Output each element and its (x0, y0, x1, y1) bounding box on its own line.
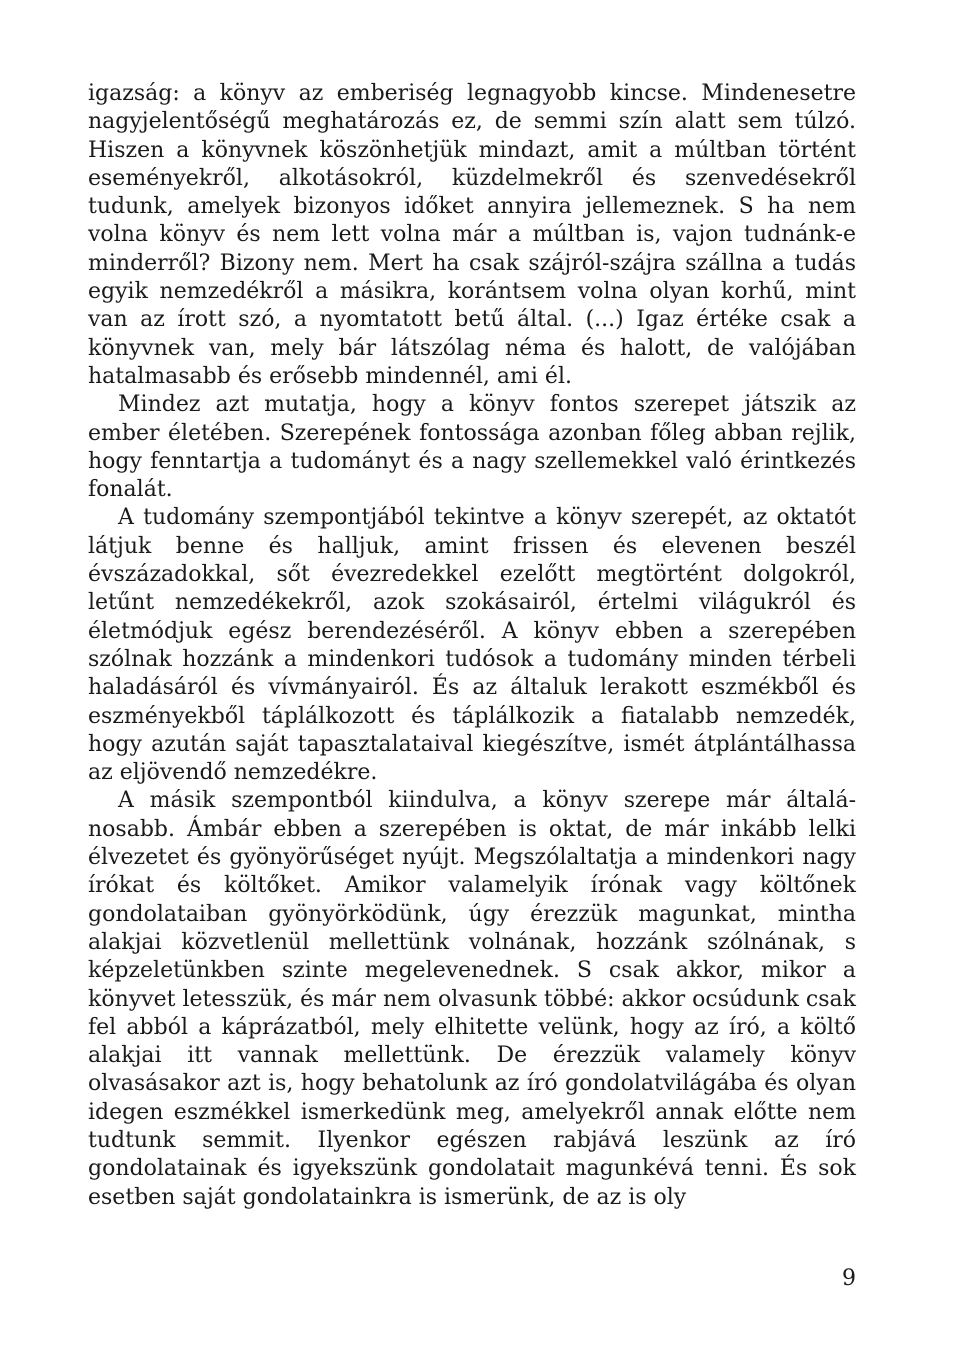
paragraph-2: Mindez azt mutatja, hogy a könyv fontos szerepet játszik az ember életében. Szerepének fontossága azonban főleg abban rejlik, hogy fenntartja a tudományt és a nagy szellemekkel való érintkezés fonalát. (88, 392, 856, 503)
page-number: 9 (842, 1266, 856, 1291)
paragraph-3: A tudomány szempontjából tekintve a könyv szerepét, az oktatót látjuk benne és halljuk, amint frissen és elevenen beszél évszázadokkal, sőt évezredekkel ezelőtt megtörtént dolgokról, letűnt nemzedékekről, azok szokásairól, értelmi világukról és életmódjuk egész berendezéséről. A könyv ebben a szerepében szólnak hozzánk a mindenkori tudósok a tudomány minden térbeli haladásáról és vívmányairól. És az általuk lerakott eszmékből és eszményekből táplálkozott és táplálkozik a fiatalabb nemzedék, hogy azután saját tapasztalataival kiegészítve, ismét átplántálhassa az eljövendő nemzedékre. (88, 505, 856, 786)
paragraph-continuation: igazság: a könyv az emberiség legnagyobb kincse. Mindenesetre nagyjelentőségű meghatározás ez, de semmi szín alatt sem túlzó. Hiszen a könyvnek köszönhetjük mindazt, amit a múltban történt eseményekről, alkotásokról, küzdelmekről és szenvedésekről tudunk, amelyek bizonyos időket annyira jellemeznek. S ha nem volna könyv és nem lett volna már a múltban is, vajon tudnánk-e minderről? Bizony nem. Mert ha csak szájról-szájra szállna a tudás egyik nemzedékről a másikra, korántsem volna olyan korhű, mint van az írott szó, a nyomtatott betű által. (...) Igaz értéke csak a könyvnek van, mely bár látszólag néma és halott, de valójában hatalmasabb és erősebb mindennél, ami él. (88, 81, 856, 389)
paragraph-4: A másik szempontból kiindulva, a könyv szerepe már általánosabb. Ámbár ebben a szerepében is oktat, de már inkább lelki élvezetet és gyönyörűséget nyújt. Megszólaltatja a mindenkori nagy írókat és költőket. Amikor valamelyik írónak vagy költőnek gondolataiban gyönyörködünk, úgy érezzük magunkat, mintha alakjai közvetlenül mellettünk volnának, hozzánk szólnának, s képzeletünkben szinte megelevenednek. S csak akkor, mikor a könyvet letesszük, és már nem olvasunk többé: akkor ocsúdunk csak fel abból a káprázatból, mely elhitette velünk, hogy az író, a költő alakjai itt vannak mellettünk. De érezzük valamely könyv olvasásakor azt is, hogy behatolunk az író gondolatvilágába és olyan idegen eszmékkel ismerkedünk meg, amelyekről annak előtte nem tudtunk semmit. Ilyenkor egészen rabjává leszünk az író gondolatainak és igyekszünk gondolatait magunkévá tenni. És sok esetben saját gondolatainkra is ismerünk, de az is oly (88, 788, 856, 1210)
body-text (88, 80, 856, 1212)
